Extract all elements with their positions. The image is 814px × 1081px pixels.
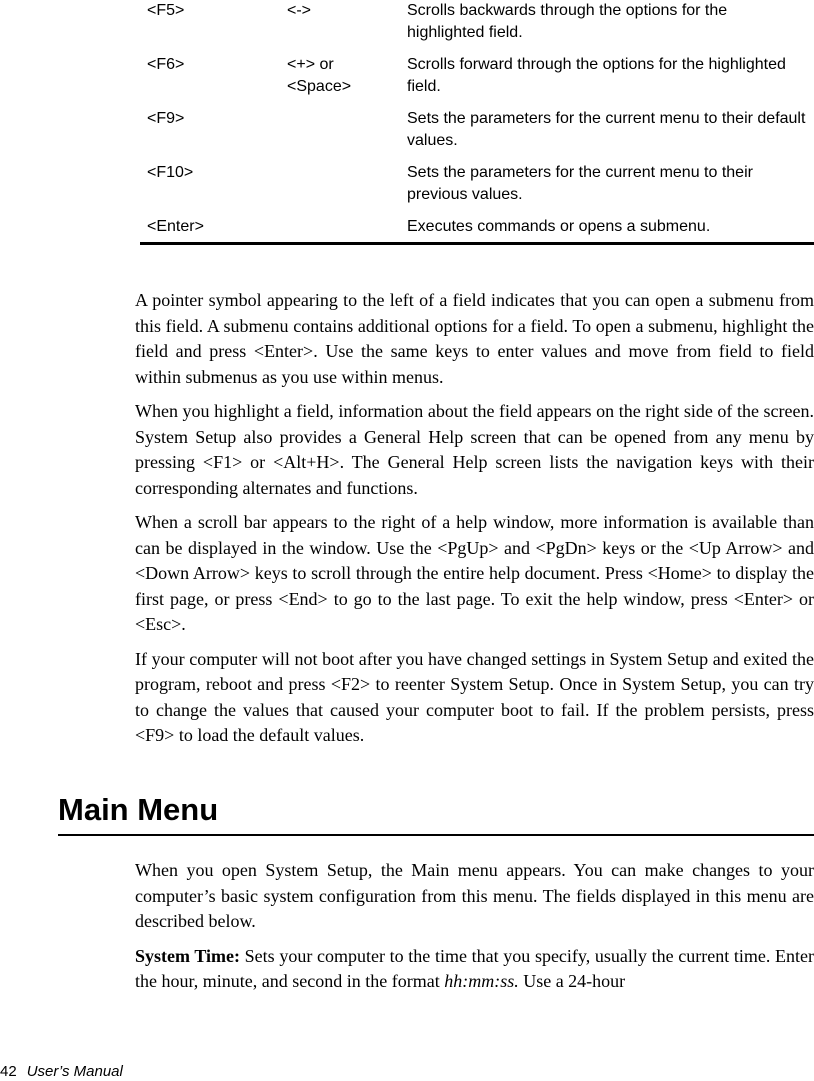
paragraph-main-menu-intro: When you open System Setup, the Main menu appears. You can make changes to your computer’s basic system configuration from this menu. The fields displayed in this menu are described below. [135,860,814,931]
key-row-f10 [140,162,814,206]
function-cell: Scrolls backwards through the options for the highlighted field. [407,2,728,41]
section-heading: Main Menu [58,792,219,827]
paragraph-pointer-symbol: A pointer symbol appearing to the left of a field indicates that you can open a submenu from this field. A submenu contains additional options for a field. To open a submenu, highlight the field and press <Enter>. Use the same keys to enter values and move from field to field within submenus as you use within menus. [135,290,814,387]
key-cell: <F6> [147,56,185,73]
manual-title: User’s Manual [26,1063,123,1080]
key-cell: <Enter> [147,218,204,235]
function-cell: Sets the parameters for the current menu to their previous values. [407,164,753,203]
paragraph-system-time [135,944,814,995]
alternate-cell: <+> or <Space> [287,56,352,95]
key-row-f6 [140,54,814,98]
page-number: 42 [0,1063,17,1080]
function-cell: Scrolls forward through the options for the highlighted field. [407,56,786,95]
section-heading-rule [58,790,814,836]
paragraph-boot-failure: If your computer will not boot after you have changed settings in System Setup and exited the program, reboot and press <F2> to reenter System Setup. Once in System Setup, you can try to change the values that caused your computer boot to fail. If the problem persists, press <F9> to load the default values. [135,648,814,745]
key-row-f9 [140,108,814,152]
paragraph-scroll-bar: When a scroll bar appears to the right of a help window, more information is available than can be displayed in the window. Use the <PgUp> and <PgDn> keys or the <Up Arrow> and <Down Arrow> keys to scroll through the entire help document. Press <Home> to display the first page, or press <End> to go to the last page. To exit the help window, press <Enter> or <Esc>. [135,512,814,634]
paragraph-field-help: When you highlight a field, information about the field appears on the right side of the screen. System Setup also provides a General Help screen that can be opened from any menu by pressing <F1> or <Alt+H>. The General Help screen lists the navigation keys with their corresponding alternates and functions. [135,401,814,498]
function-cell: Sets the parameters for the current menu to their default values. [407,110,806,149]
main-menu-text [135,858,814,1004]
system-time-text-a: Sets your computer to the time that you specify, usually the current time. Enter the hour, minute, and second in the format [135,945,814,991]
alternate-cell: <-> [287,2,312,19]
page-footer [0,1063,123,1081]
time-format: hh:mm:ss. [444,971,519,991]
body-text [135,288,814,758]
key-row-enter [140,216,814,242]
key-row-f5 [140,0,814,44]
system-time-label: System Time: [135,945,240,966]
key-table [140,0,814,245]
key-cell: <F9> [147,110,185,127]
key-cell: <F10> [147,164,194,181]
function-cell: Executes commands or opens a submenu. [407,218,711,235]
system-time-text-b: Use a 24-hour [518,971,626,991]
key-cell: <F5> [147,2,185,19]
